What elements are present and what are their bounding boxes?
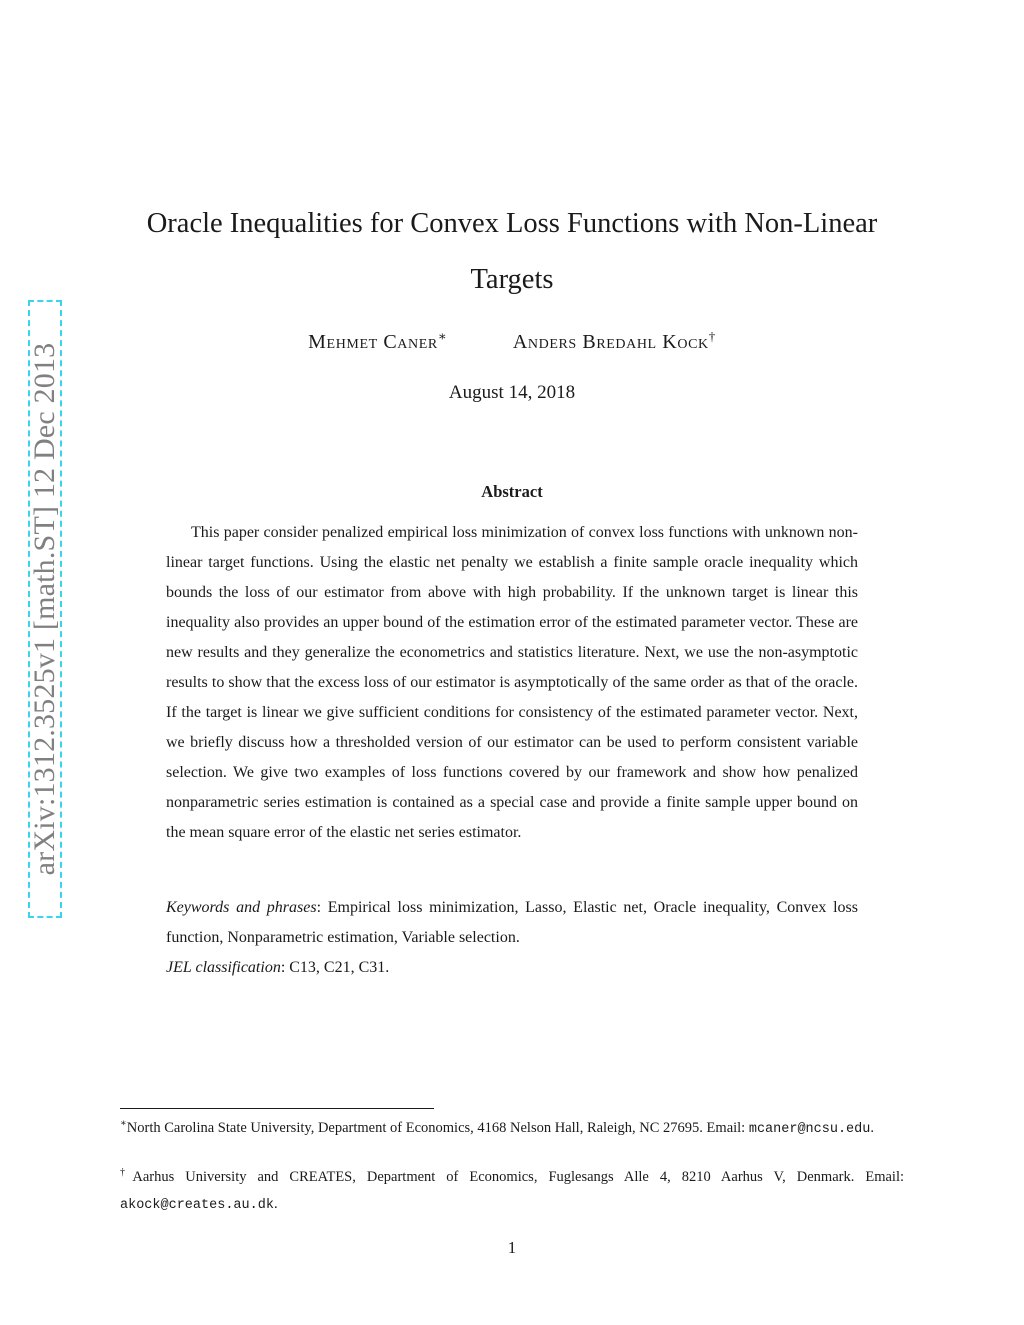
jel-label: JEL classification (166, 959, 281, 976)
paper-title: Oracle Inequalities for Convex Loss Functions with Non-Linear Targets (146, 208, 878, 295)
jel-classification (166, 953, 858, 983)
footnote-text: Aarhus University and CREATES, Department of Economics, Fuglesangs Alle 4, 8210 Aarhus V, Denmark. Email: (132, 1168, 904, 1185)
author-kock (512, 328, 716, 353)
abstract-body: This paper consider penalized empirical loss minimization of convex loss functions with unknown non-linear target functions. Using the elastic net penalty we establish a finite sample oracle inequality which bounds the loss of our estimator from above with high probability. If the unknown target is linear this inequality also provides an upper bound of the estimation error of the estimated parameter vector. These are new results and they generalize the econometrics and statistics literature. Next, we use the non-asymptotic results to show that the excess loss of our estimator is asymptotically of the same order as that of the oracle. If the target is linear we give sufficient conditions for consistency of the estimated parameter vector. Next, we briefly discuss how a thresholded version of our estimator can be used to perform consistent variable selection. We give two examples of loss functions covered by our framework and show how penalized nonparametric series estimation is contained as a special case and provide a finite sample upper bound on the mean square error of the elastic net series estimator. (166, 524, 858, 841)
footnote-mark: ∗ (120, 1118, 127, 1129)
paper-date: August 14, 2018 (448, 382, 576, 403)
page-number: 1 (507, 1238, 517, 1257)
footnote-text: North Carolina State University, Department of Economics, 4168 Nelson Hall, Raleigh, NC 27695. Email: (126, 1119, 749, 1136)
abstract-heading: Abstract (481, 482, 543, 501)
arxiv-stamp (28, 300, 62, 918)
author-caner (308, 328, 448, 353)
author-footnote-mark: ∗ (437, 328, 448, 343)
keywords-label: Keywords and phrases (166, 899, 317, 916)
jel-text: : C13, C21, C31. (280, 959, 390, 976)
email-link[interactable]: akock@creates.au.dk (120, 1197, 274, 1213)
author-name: Anders Bredahl Kock (512, 330, 709, 353)
footnote-kock (120, 1159, 904, 1219)
keywords (166, 893, 858, 953)
footnote-mark: † (120, 1167, 133, 1178)
footnote-rule (120, 1108, 434, 1109)
email-link[interactable]: mcaner@ncsu.edu (748, 1121, 871, 1137)
footnote-suffix: . (273, 1195, 278, 1212)
arxiv-identifier: arXiv:1312.3525v1 [math.ST] 12 Dec 2013 (28, 342, 61, 876)
footnote-caner (120, 1110, 904, 1143)
author-list (120, 328, 904, 354)
footnote-suffix: . (870, 1119, 874, 1136)
author-footnote-mark: † (708, 328, 716, 343)
keywords-text: : Empirical loss minimization, Lasso, Elastic net, Oracle inequality, Convex loss function, Nonparametric estimation, Variable selection. (166, 899, 858, 946)
author-name: Mehmet Caner (308, 330, 438, 353)
